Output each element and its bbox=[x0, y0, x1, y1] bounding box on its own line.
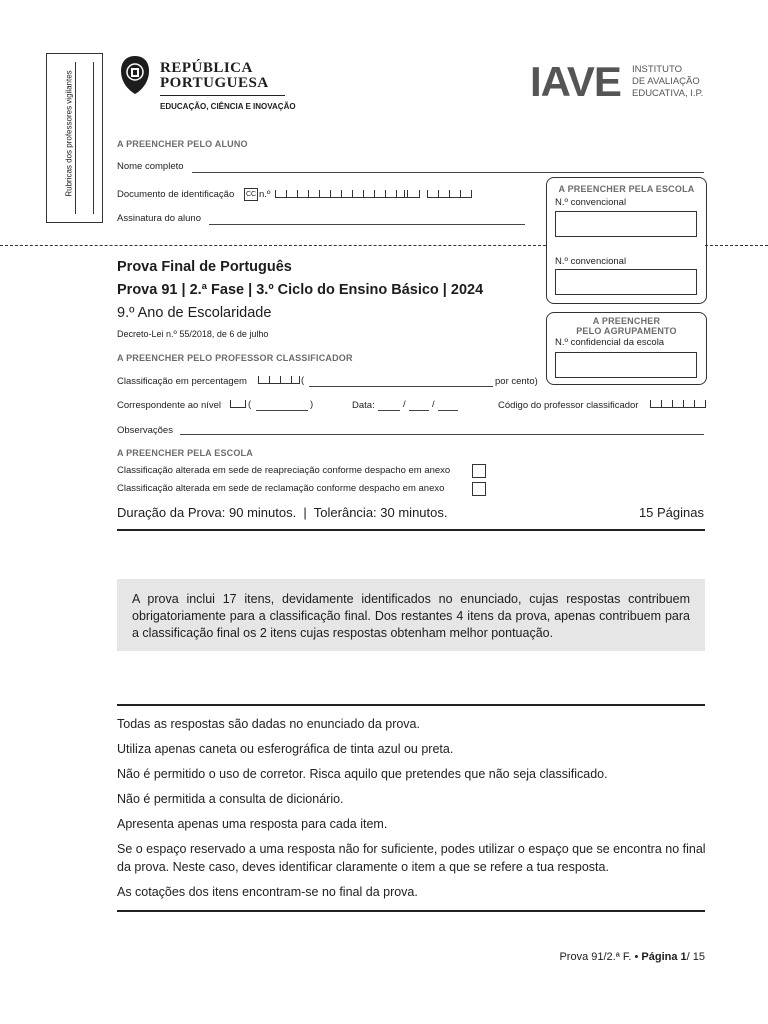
doc-number-input[interactable] bbox=[275, 190, 408, 198]
data-slash2: / bbox=[432, 399, 435, 410]
codigo-input[interactable] bbox=[650, 400, 706, 408]
rubricas-line-2 bbox=[93, 62, 94, 214]
ministry-label: EDUCAÇÃO, CIÊNCIA E INOVAÇÃO bbox=[160, 102, 296, 111]
iave-logo bbox=[530, 58, 710, 106]
por-cento-label: por cento) bbox=[495, 376, 538, 387]
cut-line bbox=[0, 245, 546, 246]
iave-wordmark: IAVE bbox=[530, 58, 621, 105]
data-day-input[interactable] bbox=[378, 409, 400, 411]
iave-name-line3: EDUCATIVA, I.P. bbox=[632, 88, 704, 99]
instruction-item: Não é permitida a consulta de dicionário. bbox=[117, 792, 344, 806]
coat-of-arms-icon bbox=[118, 54, 152, 96]
instruction-item: As cotações dos itens encontram-se no final da prova. bbox=[117, 885, 418, 899]
instructions-rule-top bbox=[117, 704, 705, 706]
notice-text: A prova inclui 17 itens, devidamente identificados no enunciado, cujas respostas contribuem obrigatoriamente para a classificação final. Dos restantes 4 itens da prova, apenas contribuem para a classificação final os 2 itens cujas respostas obtenham melhor pontuação. bbox=[132, 592, 690, 640]
page-footer bbox=[505, 951, 705, 963]
notice-box bbox=[117, 579, 705, 651]
nivel-input[interactable] bbox=[230, 400, 246, 408]
data-year-input[interactable] bbox=[438, 409, 458, 411]
rubricas-box bbox=[46, 53, 103, 223]
nivel-label: Correspondente ao nível bbox=[117, 400, 222, 411]
instructions-rule-bottom bbox=[117, 910, 705, 912]
agrupamento-title-line1: A PREENCHER bbox=[592, 316, 661, 326]
exam-title: Prova Final de Português bbox=[117, 259, 292, 275]
instruction-item: Se o espaço reservado a uma resposta não for suficiente, podes utilizar o espaço que se encontra no final da prova. Neste caso, deves identificar claramente o item a que se refere a tua resposta. bbox=[117, 842, 706, 874]
nivel-extenso-input[interactable] bbox=[256, 409, 308, 411]
data-month-input[interactable] bbox=[409, 409, 429, 411]
classificacao-extenso-input[interactable] bbox=[309, 385, 493, 387]
footer-page: Página 1 bbox=[641, 951, 687, 963]
exam-year: 9.º Ano de Escolaridade bbox=[117, 305, 272, 321]
check1-label: Classificação alterada em sede de reapreciação conforme despacho em anexo bbox=[117, 465, 451, 476]
duration-rule bbox=[117, 529, 705, 531]
instruction-item: Todas as respostas são dadas no enunciado da prova. bbox=[117, 717, 420, 731]
observacoes-label: Observações bbox=[117, 425, 173, 436]
doc-version-input[interactable] bbox=[427, 190, 472, 198]
doc-number-label: n.º bbox=[259, 189, 271, 200]
exam-decree: Decreto-Lei n.º 55/2018, de 6 de julho bbox=[117, 329, 269, 339]
footer-total: / 15 bbox=[686, 951, 705, 963]
check1-checkbox[interactable] bbox=[472, 464, 486, 478]
student-section-title: A PREENCHER PELO ALUNO bbox=[117, 139, 248, 149]
republica-logo bbox=[118, 54, 298, 116]
school-section-title: A PREENCHER PELA ESCOLA bbox=[117, 448, 253, 458]
iave-name-line1: INSTITUTO bbox=[632, 64, 682, 75]
agrupamento-box bbox=[546, 312, 707, 385]
agrupamento-title-line2: PELO AGRUPAMENTO bbox=[576, 326, 677, 336]
republica-line2: PORTUGUESA bbox=[160, 75, 269, 91]
rubricas-label: Rubricas dos professores vigilantes bbox=[64, 70, 74, 197]
school-box-field2-input[interactable] bbox=[555, 269, 697, 295]
agrupamento-field-input[interactable] bbox=[555, 352, 697, 378]
check2-checkbox[interactable] bbox=[472, 482, 486, 496]
rubricas-line-1 bbox=[75, 62, 76, 214]
nivel-paren-open: ( bbox=[248, 399, 252, 410]
classificacao-paren: ( bbox=[301, 375, 305, 386]
school-box-field2-label: N.º convencional bbox=[555, 256, 627, 267]
check2-label: Classificação alterada em sede de reclamação conforme despacho em anexo bbox=[117, 483, 445, 494]
nome-label: Nome completo bbox=[117, 161, 184, 172]
classificacao-input[interactable] bbox=[258, 376, 300, 384]
cc-label: CC bbox=[245, 191, 257, 198]
duration-text: Duração da Prova: 90 minutos. | Tolerância: 30 minutos. bbox=[117, 505, 448, 520]
logo-divider bbox=[160, 95, 285, 96]
assinatura-label: Assinatura do aluno bbox=[117, 213, 201, 224]
instructions-list bbox=[117, 715, 707, 901]
exam-subtitle: Prova 91 | 2.ª Fase | 3.º Ciclo do Ensino Básico | 2024 bbox=[117, 282, 484, 298]
instruction-item: Não é permitido o uso de corretor. Risca aquilo que pretendes que não seja classificado. bbox=[117, 767, 608, 781]
observacoes-input[interactable] bbox=[180, 433, 704, 435]
instruction-item: Utiliza apenas caneta ou esferográfica de tinta azul ou preta. bbox=[117, 742, 454, 756]
data-label: Data: bbox=[352, 400, 375, 411]
classificacao-label: Classificação em percentagem bbox=[117, 376, 247, 387]
school-box-title: A PREENCHER PELA ESCOLA bbox=[558, 184, 695, 194]
agrupamento-field-label: N.º confidencial da escola bbox=[555, 337, 665, 348]
cut-line-right bbox=[705, 245, 768, 246]
pages-count: 15 Páginas bbox=[638, 505, 704, 520]
republica-line1: REPÚBLICA bbox=[160, 60, 253, 76]
doc-label: Documento de identificação bbox=[117, 189, 235, 200]
school-box bbox=[546, 177, 707, 304]
assinatura-input[interactable] bbox=[209, 223, 525, 225]
nivel-paren-close: ) bbox=[310, 399, 314, 410]
footer-prefix: Prova 91/2.ª F. • bbox=[559, 951, 639, 963]
school-box-field1-input[interactable] bbox=[555, 211, 697, 237]
grader-section-title: A PREENCHER PELO PROFESSOR CLASSIFICADOR bbox=[117, 353, 353, 363]
data-slash1: / bbox=[403, 399, 406, 410]
school-box-field1-label: N.º convencional bbox=[555, 197, 627, 208]
doc-check-input[interactable] bbox=[404, 190, 420, 198]
cc-box bbox=[244, 188, 258, 201]
nome-input[interactable] bbox=[192, 171, 704, 173]
iave-name-line2: DE AVALIAÇÃO bbox=[632, 76, 700, 87]
codigo-label: Código do professor classificador bbox=[498, 400, 639, 411]
instruction-item: Apresenta apenas uma resposta para cada item. bbox=[117, 817, 388, 831]
